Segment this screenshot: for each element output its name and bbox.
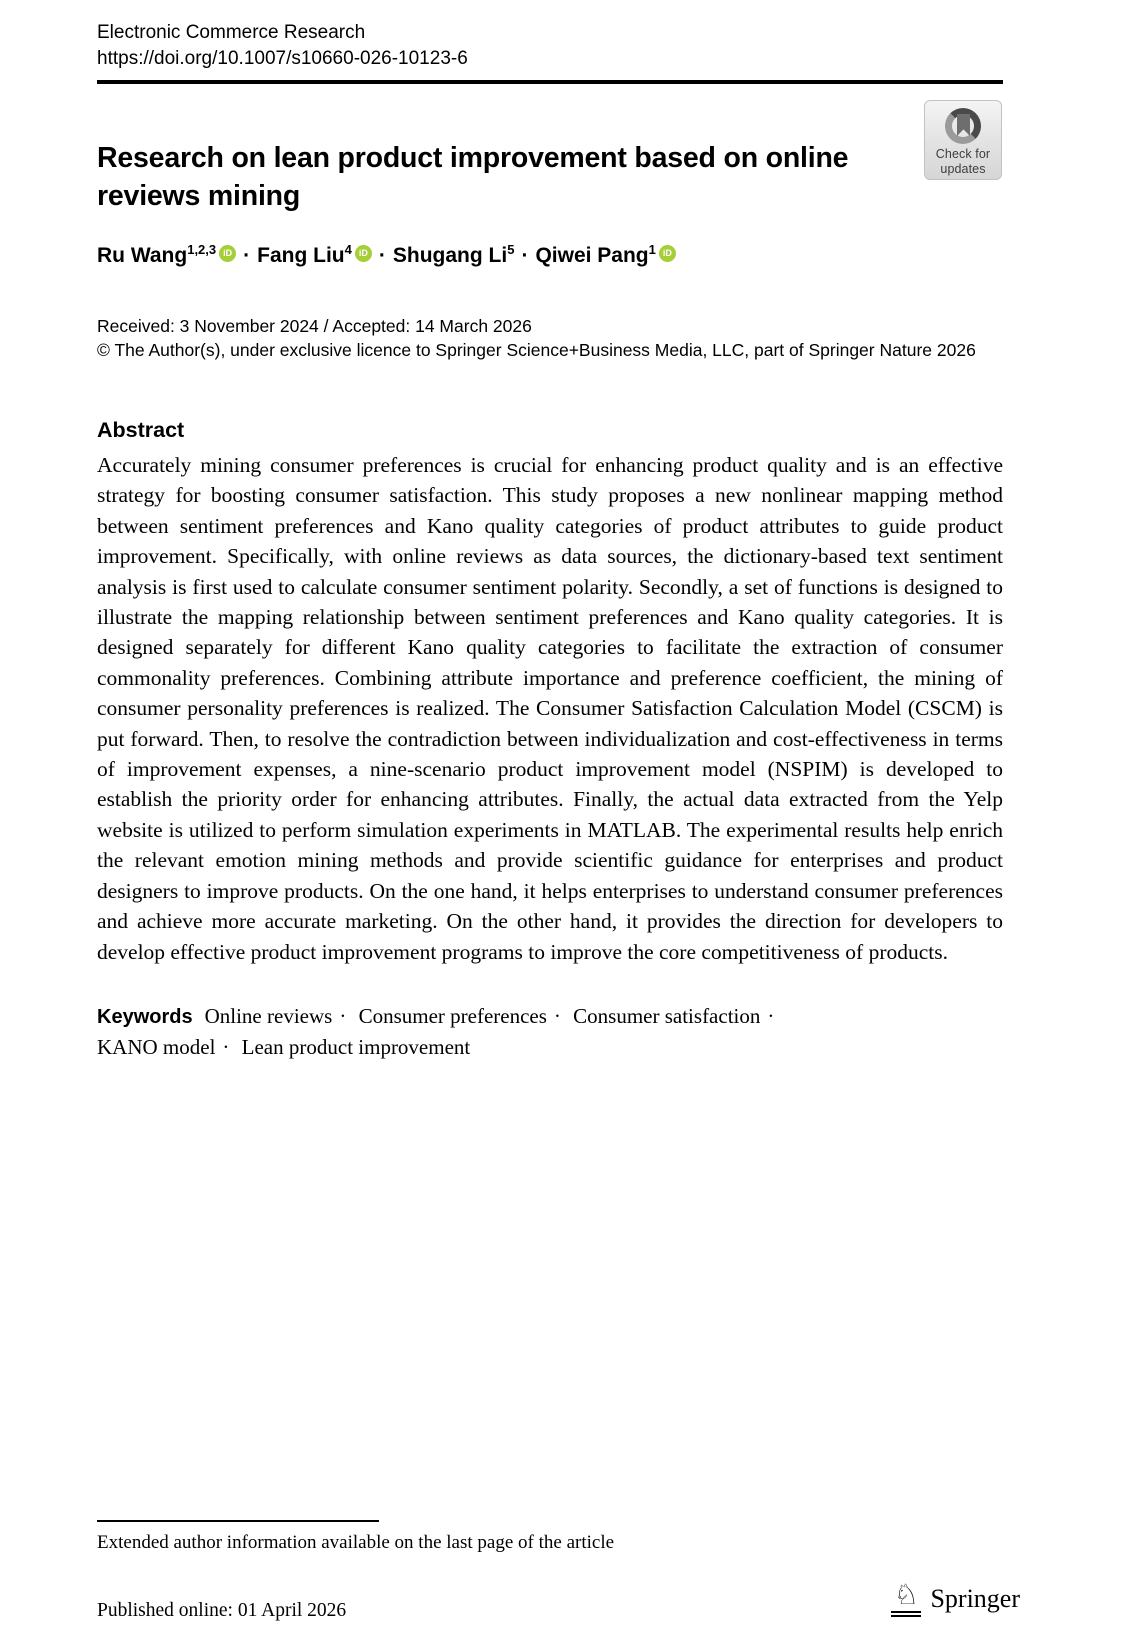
author-qiwei-pang (535, 244, 675, 267)
author-name: Shugang Li (392, 244, 508, 267)
keyword-item (242, 1035, 471, 1059)
keyword-separator: · (339, 1003, 347, 1028)
springer-logo (891, 1580, 1020, 1617)
badge-text-line1: Check for (935, 147, 991, 161)
author-ru-wang (97, 244, 236, 267)
springer-wordmark: Springer (930, 1583, 1020, 1613)
article-meta (97, 314, 1003, 362)
extended-author-note: Extended author information available on the last page of the article (97, 1532, 615, 1553)
keyword-item (359, 1004, 568, 1028)
keyword-text: Online reviews (204, 1003, 333, 1028)
author-affiliation-sup: 1 (648, 242, 656, 257)
keyword-text: Consumer satisfaction (573, 1003, 761, 1028)
check-for-updates-badge[interactable] (924, 100, 1002, 180)
keyword-separator: · (553, 1003, 561, 1028)
received-accepted-dates: Received: 3 November 2024 / Accepted: 14 March 2026 (97, 316, 532, 336)
journal-header (97, 20, 1003, 72)
header-divider (97, 80, 1003, 84)
author-fang-liu (257, 244, 372, 267)
orcid-icon[interactable]: iD (219, 245, 236, 262)
author-separator: · (521, 244, 529, 267)
footnote-divider (97, 1520, 379, 1522)
keyword-text: KANO model (97, 1035, 216, 1060)
badge-text-line2: updates (940, 162, 986, 176)
orcid-icon[interactable]: iD (355, 245, 372, 262)
keyword-item (97, 1035, 236, 1059)
knight-underline (891, 1615, 921, 1617)
knight-underline (891, 1611, 921, 1613)
author-name: Ru Wang (97, 244, 188, 267)
author-separator: · (243, 244, 251, 267)
abstract-text: Accurately mining consumer preferences is crucial for enhancing product quality and is an effective strategy for boosting consumer satisfaction. This study proposes a new nonlinear mapping method between sentiment preferences and Kano quality categories of product attributes to guide product improvement. Specifically, with online reviews as data sources, the dictionary-based text sentiment analysis is first used to calculate consumer sentiment polarity. Secondly, a set of functions is designed to illustrate the mapping relationship between sentiment preferences and Kano quality categories. It is designed separately for different Kano quality categories to facilitate the extraction of consumer commonality preferences. Combining attribute importance and preference coefficient, the mining of consumer personality preferences is realized. The Consumer Satisfaction Calculation Model (CSCM) is put forward. Then, to resolve the contradiction between individualization and cost-effectiveness in terms of improvement expenses, a nine-scenario product improvement model (NSPIM) is developed to establish the priority order for enhancing attributes. Finally, the actual data extracted from the Yelp website is utilized to perform simulation experiments in MATLAB. The experimental results help enrich the relevant emotion mining methods and provide scientific guidance for enterprises and product designers to improve products. On the one hand, it helps enterprises to understand consumer preferences and achieve more accurate marketing. On the other hand, it provides the direction for developers to develop effective product improvement programs to improve the core competitiveness of products. (97, 453, 1003, 964)
keyword-separator: · (222, 1035, 230, 1060)
author-separator: · (378, 244, 386, 267)
journal-name: Electronic Commerce Research (97, 22, 366, 43)
article-title: Research on lean product improvement based on online reviews mining (97, 142, 849, 212)
keyword-text: Consumer preferences (358, 1003, 547, 1028)
author-affiliation-sup: 5 (507, 242, 515, 257)
author-affiliation-sup: 4 (344, 242, 352, 257)
doi-link[interactable]: https://doi.org/10.1007/s10660-026-10123-6 (97, 48, 468, 69)
author-name: Fang Liu (257, 244, 345, 267)
keywords-block (97, 1001, 877, 1063)
author-list (97, 242, 1003, 268)
keyword-item (573, 1004, 781, 1028)
author-affiliation-sup: 1,2,3 (187, 242, 217, 257)
abstract-heading: Abstract (97, 418, 185, 442)
copyright-notice: © The Author(s), under exclusive licence to Springer Science+Business Media, LLC, part of Springer Nature 2026 (97, 340, 976, 360)
author-name: Qiwei Pang (535, 244, 649, 267)
knight-glyph: ♘ (893, 1578, 919, 1611)
keyword-text: Lean product improvement (241, 1035, 471, 1060)
keywords-label: Keywords (97, 1005, 193, 1028)
keyword-separator: · (767, 1003, 775, 1028)
check-for-updates-icon (945, 108, 981, 144)
published-online-date: Published online: 01 April 2026 (97, 1600, 347, 1621)
orcid-icon[interactable]: iD (659, 245, 676, 262)
springer-knight-icon (891, 1580, 921, 1617)
author-shugang-li (393, 244, 515, 267)
keyword-item (205, 1004, 354, 1028)
